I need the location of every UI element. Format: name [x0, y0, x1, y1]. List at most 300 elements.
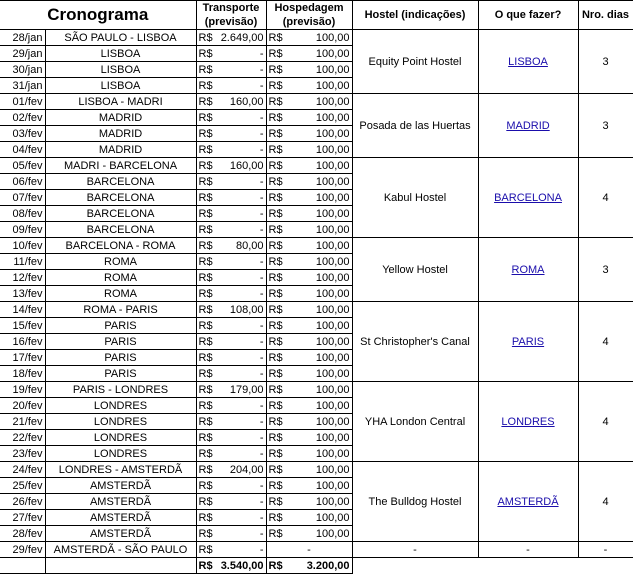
lodging-cell	[266, 110, 352, 126]
lodging-value: 100,00	[315, 367, 350, 380]
city-cell: AMSTERDÃ	[45, 526, 196, 542]
lodging-value: 100,00	[315, 175, 350, 188]
city-link[interactable]: MADRID	[506, 119, 550, 132]
transport-value: 2.649,00	[220, 31, 264, 44]
lodging-cell	[266, 526, 352, 542]
lodging-cell	[266, 398, 352, 414]
date-cell: 19/fev	[0, 382, 45, 398]
transport-value: -	[259, 223, 264, 236]
city-cell: LISBOA	[45, 62, 196, 78]
lodging-value: 100,00	[315, 463, 350, 476]
transport-cell	[196, 190, 266, 206]
date-cell: 10/fev	[0, 238, 45, 254]
lodging-cell	[266, 190, 352, 206]
lodging-value: 100,00	[315, 111, 350, 124]
hostel-cell: The Bulldog Hostel	[352, 462, 478, 542]
transport-value: 160,00	[229, 95, 264, 108]
city-link[interactable]: LONDRES	[501, 415, 555, 428]
currency-label: R$	[268, 207, 283, 220]
currency-label: R$	[198, 31, 213, 44]
transport-cell	[196, 494, 266, 510]
transport-value: -	[259, 191, 264, 204]
currency-label: R$	[268, 559, 283, 572]
currency-label: R$	[198, 175, 213, 188]
city-link[interactable]: PARIS	[511, 335, 545, 348]
currency-label: R$	[268, 111, 283, 124]
currency-label: R$	[268, 367, 283, 380]
currency-label: R$	[198, 207, 213, 220]
lodging-cell	[266, 382, 352, 398]
city-cell: BARCELONA - ROMA	[45, 238, 196, 254]
date-cell: 31/jan	[0, 78, 45, 94]
currency-label: R$	[268, 431, 283, 444]
transport-value: -	[259, 527, 264, 540]
currency-label: R$	[198, 159, 213, 172]
transport-cell	[196, 366, 266, 382]
lodging-cell	[266, 94, 352, 110]
empty-cell	[578, 558, 633, 574]
currency-label: R$	[198, 351, 213, 364]
city-cell: PARIS	[45, 334, 196, 350]
table-row	[0, 158, 633, 174]
what-to-do-cell	[478, 94, 578, 158]
currency-label: R$	[198, 127, 213, 140]
currency-label: R$	[198, 479, 213, 492]
transport-value: -	[259, 47, 264, 60]
table-row	[0, 382, 633, 398]
col-hospedagem: Hospedagem (previsão)	[266, 1, 352, 30]
city-cell: MADRI - BARCELONA	[45, 158, 196, 174]
lodging-value: 100,00	[315, 287, 350, 300]
lodging-value: 100,00	[315, 207, 350, 220]
city-cell: LONDRES	[45, 414, 196, 430]
currency-label: R$	[268, 335, 283, 348]
city-cell: PARIS	[45, 350, 196, 366]
transport-cell	[196, 398, 266, 414]
lodging-cell	[266, 350, 352, 366]
transport-value: -	[259, 351, 264, 364]
lodging-value: 100,00	[315, 351, 350, 364]
col-oque: O que fazer?	[478, 1, 578, 30]
hostel-cell: Equity Point Hostel	[352, 30, 478, 94]
lodging-value: 100,00	[315, 383, 350, 396]
date-cell: 14/fev	[0, 302, 45, 318]
lodging-value: 100,00	[315, 191, 350, 204]
currency-label: R$	[198, 303, 213, 316]
date-cell: 28/fev	[0, 526, 45, 542]
currency-label: R$	[268, 479, 283, 492]
currency-label: R$	[268, 143, 283, 156]
days-cell: -	[578, 542, 633, 558]
city-cell: ROMA	[45, 254, 196, 270]
currency-label: R$	[198, 79, 213, 92]
lodging-value: 100,00	[315, 511, 350, 524]
transport-value: -	[259, 447, 264, 460]
lodging-value: 100,00	[315, 127, 350, 140]
days-cell: 3	[578, 238, 633, 302]
lodging-cell	[266, 206, 352, 222]
city-cell: MADRID	[45, 126, 196, 142]
empty-cell	[0, 558, 45, 574]
transport-cell	[196, 318, 266, 334]
lodging-cell	[266, 254, 352, 270]
lodging-value: 100,00	[315, 319, 350, 332]
date-cell: 18/fev	[0, 366, 45, 382]
header-row	[0, 1, 633, 30]
transport-value: -	[259, 255, 264, 268]
lodging-cell	[266, 494, 352, 510]
currency-label: R$	[198, 287, 213, 300]
days-cell: 3	[578, 30, 633, 94]
transport-cell	[196, 462, 266, 478]
currency-label: R$	[198, 47, 213, 60]
currency-label: R$	[198, 399, 213, 412]
what-to-do-cell	[478, 542, 578, 558]
currency-label: R$	[198, 143, 213, 156]
transport-cell	[196, 110, 266, 126]
city-cell: BARCELONA	[45, 206, 196, 222]
lodging-cell	[266, 174, 352, 190]
currency-label: R$	[198, 495, 213, 508]
transport-cell	[196, 46, 266, 62]
sheet-title: Cronograma	[0, 1, 196, 30]
transport-cell	[196, 286, 266, 302]
transport-value: -	[259, 127, 264, 140]
total-lodging	[266, 558, 352, 574]
lodging-cell	[266, 78, 352, 94]
currency-label: R$	[198, 527, 213, 540]
date-cell: 06/fev	[0, 174, 45, 190]
lodging-value: 100,00	[315, 223, 350, 236]
currency-label: R$	[198, 463, 213, 476]
city-cell: AMSTERDÃ	[45, 510, 196, 526]
total-transport	[196, 558, 266, 574]
city-cell: LISBOA	[45, 78, 196, 94]
what-to-do-cell	[478, 302, 578, 382]
city-link[interactable]: LISBOA	[508, 55, 548, 68]
currency-label: R$	[198, 511, 213, 524]
transport-cell	[196, 78, 266, 94]
transport-value: -	[259, 287, 264, 300]
date-cell: 17/fev	[0, 350, 45, 366]
col-hostel: Hostel (indicações)	[352, 1, 478, 30]
table-row	[0, 238, 633, 254]
city-link[interactable]: ROMA	[511, 263, 545, 276]
city-cell: BARCELONA	[45, 190, 196, 206]
lodging-cell	[266, 286, 352, 302]
transport-value: -	[259, 511, 264, 524]
currency-label: R$	[268, 95, 283, 108]
city-cell: PARIS	[45, 318, 196, 334]
transport-value: -	[259, 175, 264, 188]
city-cell: LONDRES	[45, 446, 196, 462]
date-cell: 12/fev	[0, 270, 45, 286]
date-cell: 29/fev	[0, 542, 45, 558]
currency-label: R$	[268, 351, 283, 364]
lodging-cell	[266, 366, 352, 382]
city-cell: LISBOA	[45, 46, 196, 62]
lodging-cell	[266, 238, 352, 254]
transport-cell	[196, 270, 266, 286]
days-cell: 4	[578, 462, 633, 542]
date-cell: 01/fev	[0, 94, 45, 110]
transport-value: -	[259, 271, 264, 284]
transport-value: -	[259, 79, 264, 92]
transport-value: -	[259, 111, 264, 124]
city-cell: PARIS	[45, 366, 196, 382]
transport-value: -	[259, 143, 264, 156]
transport-cell	[196, 94, 266, 110]
lodging-value: 100,00	[315, 31, 350, 44]
city-link[interactable]: BARCELONA	[494, 191, 562, 204]
what-to-do-value: -	[526, 543, 530, 556]
currency-label: R$	[198, 239, 213, 252]
currency-label: R$	[198, 223, 213, 236]
currency-label: R$	[268, 175, 283, 188]
currency-label: R$	[268, 303, 283, 316]
transport-value: -	[259, 431, 264, 444]
currency-label: R$	[268, 31, 283, 44]
city-cell: ROMA	[45, 286, 196, 302]
lodging-cell	[266, 446, 352, 462]
currency-label: R$	[268, 527, 283, 540]
currency-label: R$	[198, 367, 213, 380]
transport-cell	[196, 62, 266, 78]
date-cell: 11/fev	[0, 254, 45, 270]
date-cell: 24/fev	[0, 462, 45, 478]
lodging-value: 100,00	[315, 47, 350, 60]
what-to-do-cell	[478, 30, 578, 94]
date-cell: 30/jan	[0, 62, 45, 78]
transport-value: -	[259, 479, 264, 492]
table-row	[0, 302, 633, 318]
city-cell: LISBOA - MADRI	[45, 94, 196, 110]
empty-cell	[45, 558, 196, 574]
city-cell: AMSTERDÃ	[45, 478, 196, 494]
currency-label: R$	[198, 191, 213, 204]
lodging-value: 100,00	[315, 431, 350, 444]
lodging-cell	[266, 542, 352, 558]
what-to-do-cell	[478, 382, 578, 462]
currency-label: R$	[268, 511, 283, 524]
lodging-cell	[266, 302, 352, 318]
lodging-cell	[266, 334, 352, 350]
currency-label: R$	[198, 559, 213, 572]
transport-value: 204,00	[229, 463, 264, 476]
city-cell: AMSTERDÃ - SÃO PAULO	[45, 542, 196, 558]
date-cell: 26/fev	[0, 494, 45, 510]
transport-value: -	[259, 207, 264, 220]
currency-label: R$	[268, 383, 283, 396]
city-cell: LONDRES	[45, 398, 196, 414]
currency-label: R$	[268, 271, 283, 284]
what-to-do-cell	[478, 238, 578, 302]
date-cell: 22/fev	[0, 430, 45, 446]
transport-cell	[196, 206, 266, 222]
transport-value: -	[259, 415, 264, 428]
transport-cell	[196, 334, 266, 350]
currency-label: R$	[268, 127, 283, 140]
lodging-cell	[266, 46, 352, 62]
date-cell: 04/fev	[0, 142, 45, 158]
date-cell: 09/fev	[0, 222, 45, 238]
table-row	[0, 462, 633, 478]
currency-label: R$	[198, 63, 213, 76]
transport-cell	[196, 302, 266, 318]
lodging-cell	[266, 462, 352, 478]
date-cell: 20/fev	[0, 398, 45, 414]
currency-label: R$	[198, 111, 213, 124]
lodging-value: 100,00	[315, 159, 350, 172]
city-cell: SÃO PAULO - LISBOA	[45, 30, 196, 46]
totals-row	[0, 558, 633, 574]
currency-label: R$	[198, 271, 213, 284]
lodging-cell	[266, 430, 352, 446]
currency-label: R$	[268, 255, 283, 268]
currency-label: R$	[198, 543, 213, 556]
city-cell: PARIS - LONDRES	[45, 382, 196, 398]
transport-value: 160,00	[229, 159, 264, 172]
currency-label: R$	[198, 335, 213, 348]
transport-cell	[196, 174, 266, 190]
city-cell: ROMA	[45, 270, 196, 286]
date-cell: 07/fev	[0, 190, 45, 206]
currency-label: R$	[268, 287, 283, 300]
transport-cell	[196, 478, 266, 494]
lodging-cell	[266, 126, 352, 142]
hostel-cell: YHA London Central	[352, 382, 478, 462]
transport-cell	[196, 254, 266, 270]
hostel-cell: Yellow Hostel	[352, 238, 478, 302]
transport-value: 179,00	[229, 383, 264, 396]
date-cell: 28/jan	[0, 30, 45, 46]
hostel-cell: -	[352, 542, 478, 558]
city-cell: MADRID	[45, 142, 196, 158]
date-cell: 03/fev	[0, 126, 45, 142]
currency-label: R$	[198, 415, 213, 428]
lodging-value: 100,00	[315, 95, 350, 108]
transport-value: 108,00	[229, 303, 264, 316]
currency-label: R$	[268, 63, 283, 76]
transport-cell	[196, 526, 266, 542]
lodging-value: 100,00	[315, 303, 350, 316]
lodging-cell	[266, 270, 352, 286]
transport-cell	[196, 30, 266, 46]
lodging-value: -	[307, 543, 311, 556]
lodging-value: 100,00	[315, 495, 350, 508]
currency-label: R$	[268, 495, 283, 508]
col-transporte: Transporte (previsão)	[196, 1, 266, 30]
transport-value: -	[259, 495, 264, 508]
date-cell: 05/fev	[0, 158, 45, 174]
currency-label: R$	[268, 223, 283, 236]
currency-label: R$	[268, 447, 283, 460]
date-cell: 23/fev	[0, 446, 45, 462]
transport-value: -	[259, 319, 264, 332]
lodging-value: 100,00	[315, 399, 350, 412]
table-row	[0, 30, 633, 46]
currency-label: R$	[198, 447, 213, 460]
city-cell: LONDRES - AMSTERDÃ	[45, 462, 196, 478]
hostel-cell: Kabul Hostel	[352, 158, 478, 238]
lodging-cell	[266, 318, 352, 334]
date-cell: 29/jan	[0, 46, 45, 62]
city-cell: BARCELONA	[45, 222, 196, 238]
transport-cell	[196, 430, 266, 446]
transport-value: -	[259, 63, 264, 76]
lodging-cell	[266, 222, 352, 238]
transport-cell	[196, 126, 266, 142]
lodging-value: 100,00	[315, 447, 350, 460]
total-transport-value: 3.540,00	[220, 559, 264, 572]
lodging-cell	[266, 478, 352, 494]
transport-value: -	[259, 367, 264, 380]
lodging-value: 100,00	[315, 79, 350, 92]
transport-cell	[196, 350, 266, 366]
city-cell: BARCELONA	[45, 174, 196, 190]
currency-label: R$	[268, 463, 283, 476]
lodging-value: 100,00	[315, 255, 350, 268]
currency-label: R$	[198, 319, 213, 332]
date-cell: 13/fev	[0, 286, 45, 302]
currency-label: R$	[268, 79, 283, 92]
currency-label: R$	[198, 431, 213, 444]
total-lodging-value: 3.200,00	[306, 559, 350, 572]
days-cell: 4	[578, 302, 633, 382]
days-cell: 4	[578, 158, 633, 238]
lodging-cell	[266, 158, 352, 174]
transport-value: -	[259, 399, 264, 412]
lodging-value: 100,00	[315, 239, 350, 252]
date-cell: 21/fev	[0, 414, 45, 430]
empty-cell	[352, 558, 478, 574]
lodging-cell	[266, 414, 352, 430]
date-cell: 27/fev	[0, 510, 45, 526]
transport-cell	[196, 238, 266, 254]
lodging-value: 100,00	[315, 143, 350, 156]
city-cell: AMSTERDÃ	[45, 494, 196, 510]
currency-label: R$	[268, 47, 283, 60]
city-cell: ROMA - PARIS	[45, 302, 196, 318]
transport-cell	[196, 414, 266, 430]
lodging-cell	[266, 142, 352, 158]
days-cell: 3	[578, 94, 633, 158]
hostel-cell: St Christopher's Canal	[352, 302, 478, 382]
transport-value: -	[259, 543, 264, 556]
date-cell: 15/fev	[0, 318, 45, 334]
lodging-value: 100,00	[315, 271, 350, 284]
currency-label: R$	[268, 399, 283, 412]
transport-cell	[196, 510, 266, 526]
what-to-do-cell	[478, 158, 578, 238]
lodging-cell	[266, 62, 352, 78]
table-row	[0, 94, 633, 110]
transport-value: -	[259, 335, 264, 348]
schedule-body	[0, 30, 633, 574]
transport-cell	[196, 222, 266, 238]
date-cell: 08/fev	[0, 206, 45, 222]
transport-cell	[196, 542, 266, 558]
transport-cell	[196, 158, 266, 174]
city-link[interactable]: AMSTERDÃ	[497, 495, 559, 508]
transport-cell	[196, 142, 266, 158]
currency-label: R$	[268, 159, 283, 172]
city-cell: MADRID	[45, 110, 196, 126]
lodging-value: 100,00	[315, 415, 350, 428]
what-to-do-cell	[478, 462, 578, 542]
lodging-value: 100,00	[315, 63, 350, 76]
date-cell: 02/fev	[0, 110, 45, 126]
